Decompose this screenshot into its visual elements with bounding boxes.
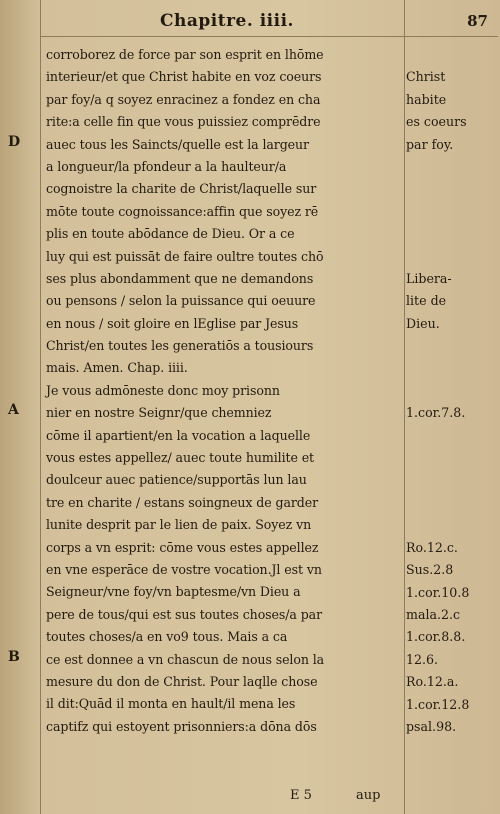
catchword: aup — [356, 788, 381, 803]
section-letter: D — [8, 133, 21, 150]
text-line: cognoistre la charite de Christ/laquelle sur — [46, 181, 317, 197]
text-line: toutes choses/a en vo9 tous. Mais a ca — [46, 629, 288, 645]
text-line: vous estes appellez/ auec toute humilite et — [46, 450, 315, 466]
text-line: tre en charite / estans soingneux de garder — [46, 494, 319, 510]
text-line: il dit:Quād il monta en hault/il mena les — [46, 696, 296, 712]
text-line: en vne esperāce de vostre vocation.Jl est vn — [46, 561, 322, 577]
text-line: en nous / soit gloire en lEglise par Jesus — [46, 315, 299, 331]
section-letter: A — [8, 402, 19, 419]
text-line: mōte toute cognoissance:affin que soyez rē — [46, 203, 319, 219]
text-line: ou pensons / selon la puissance qui oeuure — [46, 293, 316, 309]
running-header — [40, 6, 498, 37]
chapter-heading: Chapitre. iiii. — [160, 11, 294, 31]
margin-note: Christ — [406, 69, 446, 85]
margin-note: 1.cor.7.8. — [406, 405, 466, 421]
margin-note: Libera- — [406, 271, 452, 286]
margin-note: Dieu. — [406, 315, 440, 331]
text-line: Je vous admōneste donc moy prisonn — [46, 382, 280, 398]
signature-mark: E 5 — [290, 788, 312, 803]
text-line: corroborez de force par son esprit en lhōme — [46, 47, 324, 62]
text-line: Christ/en toutes les generatiōs a tousiours — [46, 338, 314, 354]
margin-note: es coeurs — [406, 114, 467, 130]
margin-note: 1.cor.8.8. — [406, 629, 466, 645]
text-line: lunite desprit par le lien de paix. Soyez vn — [46, 517, 312, 533]
margin-note: 12.6. — [406, 651, 439, 667]
text-line: mesure du don de Christ. Pour laqlle chose — [46, 673, 318, 689]
text-line: interieur/et que Christ habite en voz coeurs — [46, 69, 322, 85]
margin-note: Sus.2.8 — [406, 562, 454, 578]
text-line: auec tous les Saincts/quelle est la largeur — [46, 136, 309, 152]
text-line: Seigneur/vne foy/vn baptesme/vn Dieu a — [46, 584, 301, 600]
text-line: mais. Amen. Chap. iiii. — [46, 360, 188, 376]
text-line: corps a vn esprit: cōme vous estes appellez — [46, 539, 319, 555]
left-column-rule — [40, 0, 41, 814]
text-line: par foy/a q soyez enracinez a fondez en cha — [46, 91, 321, 107]
margin-note: Ro.12.a. — [406, 674, 459, 690]
text-line: captifz qui estoyent prisonniers:a dōna dōs — [46, 718, 317, 734]
section-letter: B — [8, 648, 20, 665]
margin-note: habite — [406, 91, 447, 107]
text-line: ce est donnee a vn chascun de nous selon la — [46, 651, 325, 667]
text-line: luy qui est puissāt de faire oultre toutes chō — [46, 248, 324, 264]
catchword-line — [290, 788, 381, 803]
text-line: pere de tous/qui est sus toutes choses/a par — [46, 606, 322, 622]
text-line: ses plus abondamment que ne demandons — [46, 270, 314, 286]
margin-note: lite de — [406, 293, 447, 309]
text-line: doulceur auec patience/supportās lun lau — [46, 472, 307, 488]
text-line: a longueur/la pfondeur a la haulteur/a — [46, 158, 287, 174]
text-line: cōme il apartient/en la vocation a laquelle — [46, 427, 311, 443]
margin-note: mala.2.c — [406, 607, 461, 622]
text-line: plis en toute abōdance de Dieu. Or a ce — [46, 226, 295, 242]
text-line: rite:a celle fin que vous puissiez comprēdre — [46, 114, 321, 130]
folio-number: 87 — [467, 12, 488, 30]
margin-note: 1.cor.10.8 — [406, 584, 470, 600]
text-line: nier en nostre Seignr/que chemniez — [46, 405, 272, 421]
margin-note: 1.cor.12.8 — [406, 696, 470, 712]
margin-note: par foy. — [406, 136, 454, 152]
text-column — [46, 44, 406, 738]
margin-note: Ro.12.c. — [406, 539, 458, 555]
margin-note: psal.98. — [406, 719, 457, 734]
